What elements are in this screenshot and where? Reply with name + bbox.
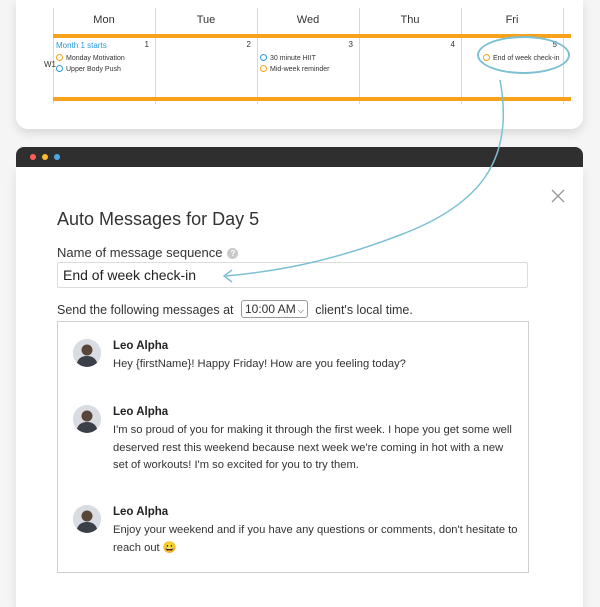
- avatar: [73, 405, 101, 433]
- calendar-card: [16, 0, 583, 129]
- calendar-header: [16, 8, 583, 32]
- day-header-wed: Wed: [296, 14, 320, 26]
- calendar-event[interactable]: [56, 65, 121, 73]
- message-sender: Leo Alpha: [113, 506, 169, 518]
- message-text: I'm so proud of you for making it through the first week. I hope you get some well deserved rest this weekend because next week we're coming in hot with a new set of workouts! I'm so excited for you to try them.: [113, 424, 512, 471]
- sequence-name-label-text: Name of message sequence: [57, 245, 223, 260]
- week-label: W1: [44, 60, 56, 69]
- modal-title: Auto Messages for Day 5: [57, 209, 260, 229]
- close-dot-icon[interactable]: [30, 154, 36, 160]
- send-prefix-text: Send the following messages at: [57, 303, 234, 317]
- event-label: Upper Body Push: [66, 66, 121, 73]
- send-suffix-text: client's local time.: [315, 303, 413, 317]
- highlight-ellipse: [477, 36, 570, 74]
- day-number: 1: [144, 40, 149, 49]
- day-header-mon: Mon: [93, 14, 115, 26]
- messages-list[interactable]: [57, 321, 529, 573]
- sequence-name-input[interactable]: [57, 262, 528, 288]
- sequence-name-label: [57, 245, 238, 260]
- day-number: 4: [450, 40, 455, 49]
- message-body: [113, 339, 518, 374]
- auto-messages-modal: [16, 167, 583, 607]
- maximize-dot-icon[interactable]: [54, 154, 60, 160]
- day-number: 3: [348, 40, 353, 49]
- calendar-event[interactable]: [260, 65, 330, 73]
- send-time-row: [57, 301, 413, 319]
- close-icon[interactable]: [549, 187, 567, 205]
- help-icon[interactable]: ?: [227, 248, 238, 259]
- blue-circle-icon: [260, 54, 267, 61]
- message-text: Hey {firstName}! Happy Friday! How are you feeling today?: [113, 358, 406, 370]
- event-label: 30 minute HIIT: [270, 55, 316, 62]
- blue-circle-icon: [56, 65, 63, 72]
- event-label: Monday Motivation: [66, 55, 125, 62]
- day-header-fri: Fri: [505, 14, 519, 26]
- calendar-event[interactable]: [260, 54, 316, 62]
- time-select-value: 10:00 AM: [244, 302, 296, 316]
- week-bottom-bar: [53, 97, 571, 101]
- calendar-cell-tue[interactable]: [155, 38, 257, 96]
- message-sender: Leo Alpha: [113, 406, 169, 418]
- day-header-thu: Thu: [400, 14, 420, 26]
- message-text: Enjoy your weekend and if you have any questions or comments, don't hesitate to reach out 😀: [113, 524, 518, 554]
- avatar: [73, 505, 101, 533]
- calendar-event[interactable]: [56, 54, 125, 62]
- minimize-dot-icon[interactable]: [42, 154, 48, 160]
- message-body: [113, 505, 518, 557]
- day-number: 2: [246, 40, 251, 49]
- avatar: [73, 339, 101, 367]
- day-number: 5: [552, 40, 557, 49]
- message-sender: Leo Alpha: [113, 340, 169, 352]
- event-label: Mid-week reminder: [270, 66, 330, 73]
- month-start-label: Month 1 starts: [56, 41, 107, 50]
- event-label: End of week check-in: [493, 55, 560, 62]
- orange-circle-icon: [56, 54, 63, 61]
- time-select[interactable]: [241, 300, 308, 318]
- chevron-down-icon: ⌵: [297, 306, 304, 315]
- message-body: [113, 405, 518, 475]
- day-header-tue: Tue: [196, 14, 216, 26]
- calendar-cell-thu[interactable]: [359, 38, 461, 96]
- orange-circle-icon: [260, 65, 267, 72]
- calendar-cell-wed[interactable]: [257, 38, 359, 96]
- calendar-cell-mon[interactable]: [53, 38, 155, 96]
- window-title-bar: [16, 147, 583, 167]
